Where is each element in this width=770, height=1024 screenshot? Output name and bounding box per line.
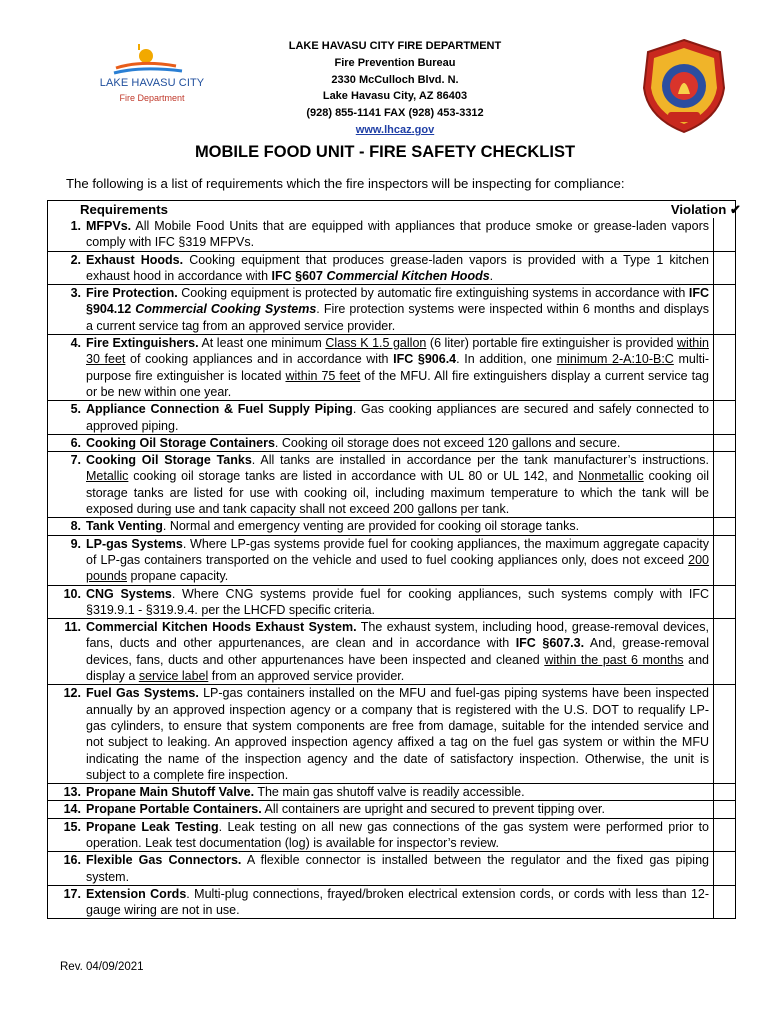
requirement-text: LP-gas Systems. Where LP-gas systems provide fuel for cooking appliances, the maximum aggregate capacity of LP-gas containers transported on the vehicle and used to fuel cooking appliances only, does not exceed 200 pounds propane capacity. — [86, 536, 709, 584]
website-link[interactable]: www.lhcaz.gov — [355, 123, 435, 136]
item-number: 12. — [63, 686, 81, 701]
requirement-cell — [48, 685, 713, 783]
item-number: 14. — [63, 802, 81, 817]
requirement-text: Tank Venting. Normal and emergency venting are provided for cooking oil storage tanks. — [86, 519, 580, 534]
violation-header: Violation — [670, 202, 727, 217]
checklist-row — [48, 451, 735, 517]
intro-text: The following is a list of requirements which the fire inspectors will be inspecting for compliance: — [66, 176, 625, 191]
violation-checkbox[interactable] — [713, 335, 735, 400]
phone-fax: (928) 855-1141 FAX (928) 453-3312 — [306, 107, 484, 120]
checklist-row — [48, 783, 735, 800]
item-number: 4. — [70, 336, 81, 351]
item-number: 6. — [70, 435, 81, 450]
item-number: 13. — [63, 785, 81, 800]
requirement-text: MFPVs. All Mobile Food Units that are equipped with appliances that produce smoke or grease-laden vapors comply with IFC §319 MFPVs. — [86, 219, 709, 250]
checklist-row — [48, 334, 735, 400]
requirement-cell — [48, 619, 713, 684]
city-address: Lake Havasu City, AZ 86403 — [322, 90, 468, 103]
logo-city-name: LAKE HAVASU CITY — [99, 77, 205, 89]
requirement-text: Cooking Oil Storage Containers. Cooking oil storage does not exceed 120 gallons and secure. — [86, 435, 621, 450]
requirement-text: Fire Extinguishers. At least one minimum Class K 1.5 gallon (6 liter) portable fire extinguisher is provided within 30 feet of cooking appliances and in accordance with IFC §906.4. In addition, one minimum 2-A:10-B:C multi-purpose fire extinguisher is located within 75 feet of the MFU. All fire extinguishers display a current service tag or be new within one year. — [86, 336, 710, 399]
letterhead — [250, 38, 540, 139]
checklist-row — [48, 618, 735, 684]
requirement-cell — [48, 285, 713, 334]
street-address: 2330 McCulloch Blvd. N. — [331, 73, 459, 86]
requirement-text: Appliance Connection & Fuel Supply Piping. Gas cooking appliances are secured and safely connected to approved piping. — [86, 402, 709, 433]
checklist-table — [47, 200, 741, 919]
violation-checkbox[interactable] — [713, 252, 735, 285]
requirement-cell — [48, 536, 713, 585]
requirement-text: Cooking Oil Storage Tanks. All tanks are installed in accordance per the tank manufacturer’s instructions. Metallic cooking oil storage tanks are listed in accordance with UL 80 or UL 142, and Nonmetallic cooking oil storage tanks are listed for use with cooking oil, including maximum temperature to which the tank will be exposed during use and tank capacity shall not exceed 200 gallons per tank. — [86, 453, 709, 517]
revision-date: Rev. 04/09/2021 — [60, 961, 144, 973]
requirement-cell — [48, 801, 713, 817]
violation-checkbox[interactable] — [713, 886, 735, 919]
checklist-row — [48, 400, 735, 434]
requirement-text: Fire Protection. Cooking equipment is protected by automatic fire extinguishing systems in accordance with IFC §904.12 Commercial Cooking Systems. Fire protection systems were inspected within 6 months and displays a current service tag from an approved service provider. — [86, 286, 709, 333]
requirement-cell — [48, 452, 713, 517]
item-number: 17. — [63, 886, 81, 901]
violation-checkbox[interactable] — [713, 685, 735, 783]
requirement-cell — [48, 852, 713, 885]
fire-department-badge-icon — [640, 38, 728, 134]
violation-checkbox[interactable] — [713, 784, 735, 800]
checklist-row — [48, 885, 735, 919]
logo-dept-name: Fire Department — [119, 93, 185, 103]
requirement-cell — [48, 784, 713, 800]
requirement-text: CNG Systems. Where CNG systems provide fuel for cooking appliances, such systems comply with IFC §319.9.1 - §319.9.4. per the LHCFD specific criteria. — [86, 586, 709, 617]
checklist-row — [48, 517, 735, 534]
item-number: 15. — [63, 819, 81, 834]
requirement-cell — [48, 435, 713, 451]
item-number: 16. — [63, 853, 81, 868]
checklist-row — [48, 851, 735, 885]
violation-checkbox[interactable] — [713, 452, 735, 517]
requirement-text: Propane Leak Testing. Leak testing on all new gas connections of the gas system were performed prior to operation. Leak test documentation (log) is available for inspector’s review. — [86, 819, 710, 850]
checklist-row — [48, 251, 735, 285]
requirement-cell — [48, 335, 713, 400]
checklist-row — [48, 434, 735, 451]
item-number: 11. — [64, 620, 81, 635]
requirement-cell — [48, 518, 713, 534]
violation-checkbox[interactable] — [713, 401, 735, 434]
requirement-cell — [48, 401, 713, 434]
requirement-cell — [48, 218, 713, 251]
checklist-row — [48, 818, 735, 852]
requirement-cell — [48, 252, 713, 285]
violation-checkbox[interactable] — [713, 536, 735, 585]
checklist-row — [48, 684, 735, 783]
checklist-row — [48, 535, 735, 585]
requirement-text: Flexible Gas Connectors. A flexible connector is installed between the regulator and the fixed gas piping system. — [86, 853, 709, 884]
table-header-row — [48, 201, 741, 218]
item-number: 10. — [63, 586, 81, 601]
item-number: 7. — [70, 453, 81, 468]
checkmark-icon: ✔ — [729, 202, 741, 217]
item-number: 3. — [70, 286, 81, 301]
violation-checkbox[interactable] — [713, 619, 735, 684]
item-number: 5. — [70, 402, 81, 417]
item-number: 1. — [70, 219, 81, 233]
violation-checkbox[interactable] — [713, 852, 735, 885]
dept-name: LAKE HAVASU CITY FIRE DEPARTMENT — [288, 40, 502, 52]
checklist-row — [48, 800, 735, 817]
violation-checkbox[interactable] — [713, 586, 735, 619]
item-number: 2. — [70, 252, 81, 267]
item-number: 9. — [70, 536, 81, 551]
page-title: MOBILE FOOD UNIT - FIRE SAFETY CHECKLIST — [194, 143, 576, 161]
checklist-row — [48, 218, 735, 251]
violation-checkbox[interactable] — [713, 435, 735, 451]
requirement-text: Commercial Kitchen Hoods Exhaust System. The exhaust system, including hood, grease-removal devices, fans, ducts and other appurtenances, are clean and in accordance with IFC §607.3. And, grease-removal devices, fans, ducts and other appurtenances have been inspected and cleaned within the past 6 months and display a service label from an approved service provider. — [86, 620, 709, 684]
bureau-name: Fire Prevention Bureau — [334, 56, 456, 69]
violation-checkbox[interactable] — [713, 801, 735, 817]
requirement-cell — [48, 586, 713, 619]
checklist-row — [48, 585, 735, 619]
item-number: 8. — [70, 519, 81, 534]
violation-checkbox[interactable] — [713, 819, 735, 852]
requirement-text: Propane Main Shutoff Valve. The main gas shutoff valve is readily accessible. — [86, 785, 525, 800]
violation-checkbox[interactable] — [713, 285, 735, 334]
requirement-text: Exhaust Hoods. Cooking equipment that produces grease-laden vapors is provided with a Type 1 kitchen exhaust hood in accordance with IFC §607 Commercial Kitchen Hoods. — [86, 252, 709, 283]
requirement-cell — [48, 886, 713, 919]
requirement-text: Extension Cords. Multi-plug connections, frayed/broken electrical extension cords, or cords with less than 12-gauge wiring are not in use. — [86, 886, 710, 918]
requirement-text: Propane Portable Containers. All containers are upright and secured to prevent tipping over. — [86, 802, 606, 817]
checklist-row — [48, 284, 735, 334]
requirement-cell — [48, 819, 713, 852]
requirements-header: Requirements — [80, 202, 168, 217]
violation-checkbox[interactable] — [713, 518, 735, 534]
violation-checkbox[interactable] — [713, 218, 735, 251]
requirement-text: Fuel Gas Systems. LP-gas containers installed on the MFU and fuel-gas piping systems have been inspected annually by an approved inspection agency or a company that is registered with the U.S. DOT to requalify LP-gas cylinders, to ensure that system components are free from damage, suitable for the intended service and not subject to leaking. An approved inspection agency affixed a tag on the fuel gas system or within the MFU indicating the name of the inspection agency and the date of satisfactory inspection. Otherwise, the unit is subject to a complete fire inspection. — [86, 686, 709, 782]
